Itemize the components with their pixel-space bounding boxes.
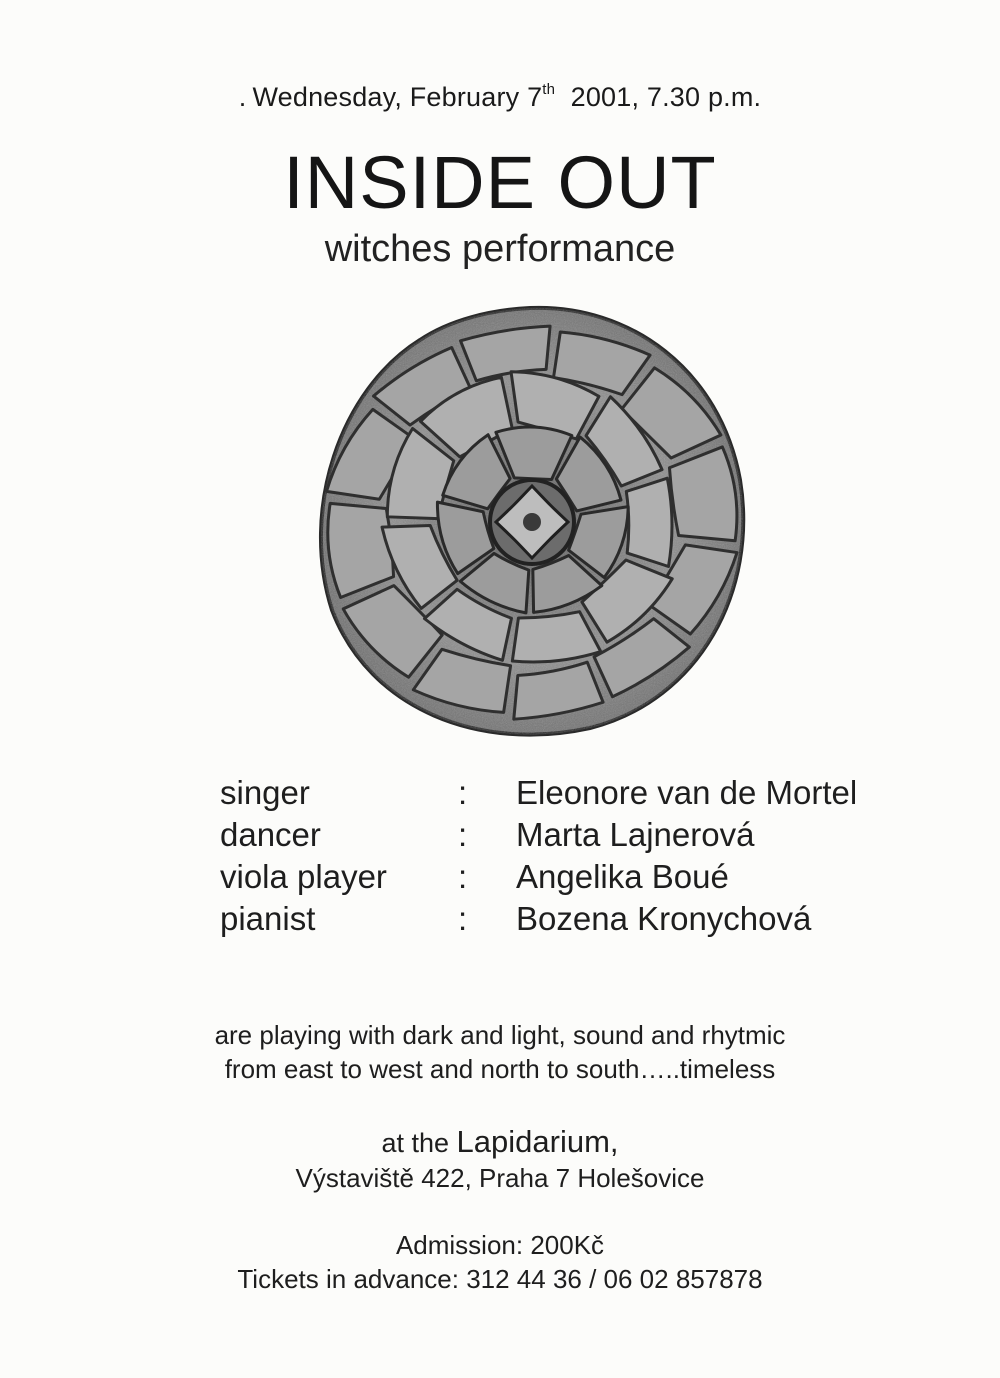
cast-row	[220, 772, 940, 814]
cast-separator: :	[458, 900, 468, 937]
cast-name: Angelika Boué	[516, 858, 729, 895]
cast-role: dancer	[220, 816, 321, 853]
cast-separator: :	[458, 816, 468, 853]
description-line-2: from east to west and north to south…..timeless	[224, 1054, 776, 1084]
cast-name: Marta Lajnerová	[516, 816, 755, 853]
cast-row	[220, 856, 940, 898]
venue-address: Výstaviště 422, Praha 7 Holešovice	[295, 1163, 705, 1193]
poster-subtitle: witches performance	[324, 228, 676, 270]
stone-rosette-drawing-icon	[300, 290, 760, 750]
date-ordinal: th	[542, 81, 556, 98]
cast-role: singer	[220, 774, 310, 811]
venue-name-line	[0, 1124, 1000, 1161]
cast-row	[220, 814, 940, 856]
ticket-phone: Tickets in advance: 312 44 36 / 06 02 857878	[237, 1264, 763, 1294]
venue-block	[0, 1124, 1000, 1195]
cast-list	[220, 772, 940, 940]
admission-block	[0, 1228, 1000, 1296]
cast-name: Eleonore van de Mortel	[516, 774, 858, 811]
cast-separator: :	[458, 858, 468, 895]
venue-prefix: at the	[381, 1128, 450, 1158]
event-date	[0, 82, 1000, 113]
performance-description	[0, 1018, 1000, 1086]
cast-separator: :	[458, 774, 468, 811]
cast-role: pianist	[220, 900, 316, 937]
cast-name: Bozena Kronychová	[516, 900, 812, 937]
description-line-1: are playing with dark and light, sound and rhytmic	[214, 1020, 786, 1050]
cast-row	[220, 898, 940, 940]
stray-dot: .	[238, 82, 247, 112]
stone-block	[626, 478, 672, 566]
date-year-time: 2001, 7.30 p.m.	[570, 82, 762, 112]
poster-title: INSIDE OUT	[283, 141, 717, 224]
admission-price: Admission: 200Kč	[395, 1230, 605, 1260]
venue-name: Lapidarium,	[456, 1124, 619, 1159]
cast-role: viola player	[220, 858, 387, 895]
date-text: Wednesday, February 7	[252, 82, 543, 112]
